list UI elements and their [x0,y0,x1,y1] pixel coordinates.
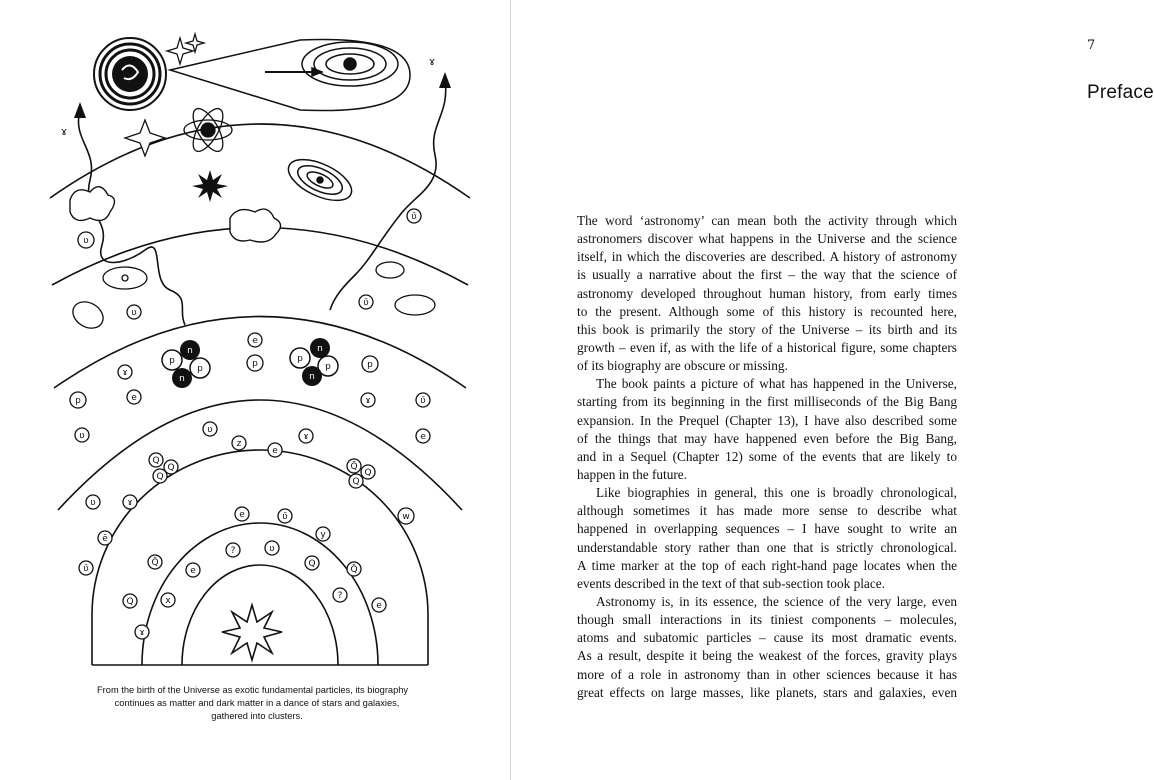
svg-text:e: e [239,510,245,520]
text-line: although sometimes it has made more sense to describe what [577,503,957,519]
text-line: of its biography are obscure or missing. [577,358,788,374]
caption-line: gathered into clusters. [211,711,303,722]
text-line: events described in the text of that sub-section took place. [577,575,885,591]
svg-text:ʋ: ʋ [83,236,89,246]
big-bang-star-icon [222,605,282,660]
starburst-icon [192,170,228,202]
particle-labels [61,55,436,638]
svg-text:ʋ̄: ʋ̄ [363,298,369,308]
galaxy-icon [282,151,357,209]
svg-text:ʋ̄: ʋ̄ [83,564,89,574]
text-line: growth – even if, as with the life of a historical figure, some chapters [577,339,957,355]
svg-text:Q̄: Q̄ [350,462,358,472]
text-line: and in a Sequel (Chapter 12) some of the events that are likely to [577,448,957,464]
figure-caption [97,684,417,724]
svg-text:Q: Q [167,463,175,473]
text-line: to the present. Although some of this history is recounted here, [577,303,957,319]
svg-text:n: n [187,346,193,356]
svg-text:e: e [376,601,382,611]
svg-text:ʋ: ʋ [131,308,137,318]
text-line: more of a role in astronomy than in other sciences because it has [577,666,957,682]
svg-text:Q: Q [352,477,360,487]
text-line: As a result, despite it being the weakest of the forces, gravity plays [577,648,957,664]
svg-text:p: p [367,360,373,370]
svg-text:e: e [190,566,196,576]
svg-text:n: n [309,372,315,382]
text-line: astronomers discover what happens in the Universe and the science [577,231,957,247]
caption-line: continues as matter and dark matter in a dance of stars and galaxies, [114,698,400,709]
svg-text:Q: Q [152,456,160,466]
universe-illustration [50,20,470,670]
svg-text:ʋ̄: ʋ̄ [282,512,288,522]
svg-text:e: e [420,432,426,442]
arc-outer-1 [50,124,470,198]
text-line: this book is primarily the story of the Universe – its birth and its [577,321,957,337]
black-hole-icon [94,38,166,110]
svg-text:ʋ: ʋ [269,544,275,554]
svg-text:ʋ̄: ʋ̄ [420,396,426,406]
svg-text:e: e [252,336,258,346]
arc-core [182,565,338,665]
chapter-title: Preface [1087,82,1154,103]
text-line: is usually a narrative about the first – the way that the science of [577,267,957,283]
svg-text:p: p [325,362,331,372]
arrow-head-right [439,72,451,88]
particle-circles [70,209,430,639]
text-line: though small interactions in its tiniest components – molecules, [577,612,957,628]
left-page [0,0,510,780]
svg-text:e: e [131,393,137,403]
svg-text:e: e [272,446,278,456]
text-line: understandable story rather than one that is strictly chronological. [577,539,957,555]
text-line: A time marker at the top of each right-hand page locates when the [577,557,957,573]
atom-icon [184,104,232,156]
gas-cloud-icons [70,187,281,242]
svg-text:ɤ: ɤ [60,125,68,138]
svg-text:p: p [169,356,175,366]
svg-text:ʋ: ʋ [207,425,213,435]
svg-text:y: y [320,530,326,540]
svg-text:ʋ̄: ʋ̄ [411,212,417,222]
text-line: starting from its beginning in the first milliseconds of the Big Bang [577,394,957,410]
svg-text:p: p [75,396,81,406]
text-line: great effects on large masses, like planets, stars and galaxies, even [577,684,957,700]
svg-text:ē: ē [102,534,108,544]
svg-text:p: p [252,359,258,369]
svg-text:ʋ: ʋ [90,498,96,508]
body-text [577,212,957,702]
arc-middle-2 [58,400,462,510]
svg-text:Q: Q [156,472,164,482]
svg-text:Q̄: Q̄ [151,558,159,568]
svg-text:x: x [165,596,171,606]
text-line: expansion. In the Prequel (Chapter 13), I have also described some [577,412,957,428]
svg-text:ʋ: ʋ [79,431,85,441]
svg-text:z: z [236,439,242,449]
text-line: happened in overlapping sequences – I have sought to write an [577,521,957,537]
text-line: Like biographies in general, this one is broadly chronological, [596,485,957,501]
text-line: of the things that may have happened even before the Big Bang, [577,430,957,446]
svg-text:?: ? [337,591,343,601]
svg-text:?: ? [230,546,236,556]
photon-path-right [330,80,446,310]
page-number: 7 [1087,38,1096,53]
svg-text:w: w [402,512,410,522]
text-line: atoms and subatomic particles – cause its most dramatic events. [577,630,957,646]
svg-text:ɤ: ɤ [303,432,309,442]
text-line: happen in the future. [577,466,688,482]
svg-text:ɤ: ɤ [122,368,128,378]
arc-middle-1 [54,317,466,389]
text-line: itself, in which the discoveries are described. A history of astronomy [577,249,957,265]
svg-text:p: p [297,354,303,364]
svg-text:Q: Q [364,468,372,478]
text-line: The word ‘astronomy’ can mean both the activity through which [577,213,957,228]
svg-text:Q̄: Q̄ [350,565,358,575]
svg-text:n: n [179,374,185,384]
caption-line: From the birth of the Universe as exotic fundamental particles, its biography [97,685,409,695]
svg-text:p: p [197,364,203,374]
arrow-head-left [74,102,86,118]
text-line: Astronomy is, in its essence, the science of the very large, even [596,593,957,609]
svg-text:ɤ: ɤ [139,628,145,638]
svg-text:ɤ: ɤ [127,498,133,508]
svg-text:Q: Q [308,559,316,569]
svg-text:ɤ: ɤ [365,396,371,406]
svg-text:Q: Q [126,597,134,607]
svg-text:n: n [317,344,323,354]
text-line: astronomy developed throughout human history, from early times [577,285,957,301]
orbit-icons [68,262,435,333]
solar-system-icon [170,39,410,110]
svg-text:ɤ: ɤ [428,55,436,68]
text-line: The book paints a picture of what has happened in the Universe, [596,376,957,392]
